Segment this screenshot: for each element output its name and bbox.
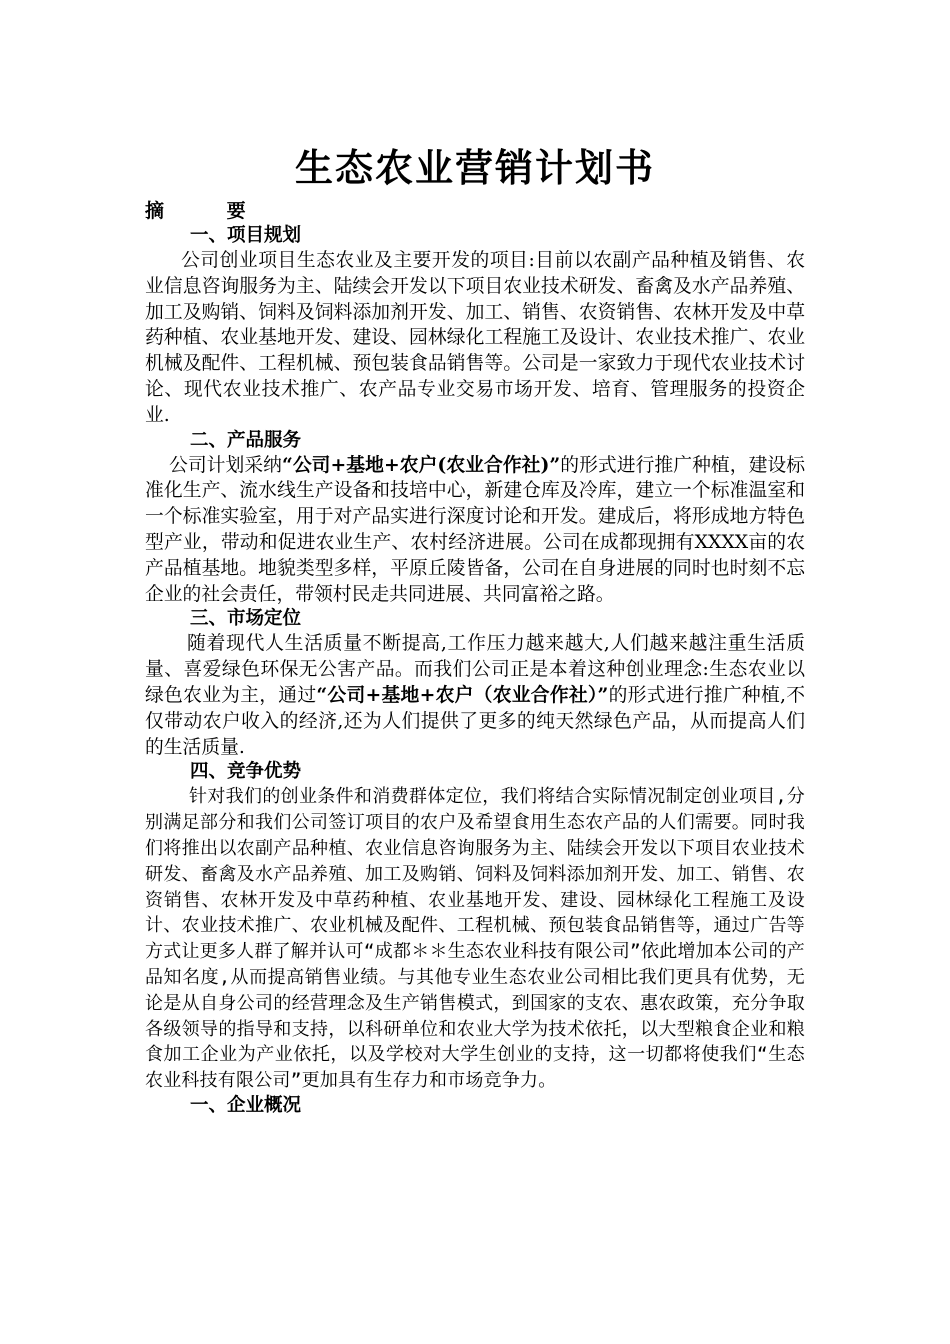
paragraph-product-service: [145, 453, 805, 608]
section-heading-product-service: 二、产品服务: [190, 429, 302, 451]
document-title: 生态农业营销计划书: [294, 145, 655, 190]
paragraph-market-positioning: [145, 631, 805, 760]
paragraph-text: 的形式进行推广种植,不仅带动农户收入的经济,还为人们提供了更多的纯天然绿色产品，从而提高人们的生活质量.: [145, 684, 806, 758]
paragraph-text: 的形式进行推广种植，建设标准化生产、流水线生产设备和技培中心，新建仓库及冷库，建立一个标准温室和一个标准实验室，用于对产品实进行深度讨论和开发。建成后，将形成地方特色型产业，带动和促进农业生产、农村经济进展。公司在成都现拥有XXXX亩的农产品植基地。地貌类型多样，平原丘陵皆备，公司在自身进展的同时也时刻不忘企业的社会责任，带领村民走共同进展、共同富裕之路。: [145, 454, 806, 605]
paragraph-competitive-advantage: 针对我们的创业条件和消费群体定位，我们将结合实际情况制定创业项目,分别满足部分和我们公司签订项目的农户及希望食用生态农产品的人们需要。同时我们将推出以农副产品种植、农业信息咨询服务为主、陆续会开发以下项目农业技术研发、畜禽及水产品养殖、加工及购销、饲料及饲料添加剂开发、加工、销售、农资销售、农林开发及中草药种植、农业基地开发、建设、园林绿化工程施工及设计、农业技术推广、农业机械及配件、工程机械、预包装食品销售等，通过广告等方式让更多人群了解并认可“成都＊＊生态农业科技有限公司”依此增加本公司的产品知名度,从而提高销售业绩。与其他专业生态农业公司相比我们更具有优势，无论是从自身公司的经营理念及生产销售模式，到国家的支农、惠农政策，充分争取各级领导的指导和支持，以科研单位和农业大学为技术依托，以大型粮食企业和粮食加工企业为产业依托，以及学校对大学生创业的支持，这一切都将使我们“生态农业科技有限公司”更加具有生存力和市场竞争力。: [145, 786, 805, 1092]
section-heading-market-positioning: 三、市场定位: [190, 608, 302, 630]
section-heading-company-overview: 一、企业概况: [190, 1094, 302, 1116]
paragraph-project-planning: 公司创业项目生态农业及主要开发的项目:目前以农副产品种植及销售、农业信息咨询服务为主、陆续会开发以下项目农业技术研发、畜禽及水产品养殖、加工及购销、饲料及饲料添加剂开发、加工、销售、农资销售、农林开发及中草药种植、农业基地开发、建设、园林绿化工程施工及设计、农业技术推广、农业机械及配件、工程机械、预包装食品销售等。公司是一家致力于现代农业技术讨论、现代农业技术推广、农产品专业交易市场开发、培育、管理服务的投资企业.: [145, 250, 805, 426]
document-body: [145, 224, 805, 1118]
section-heading-competitive-advantage: 四、竞争优势: [190, 761, 302, 783]
emphasis-text: “公司+基地+农户(农业合作社)”: [282, 453, 561, 476]
abstract-heading: 摘 要: [145, 200, 274, 222]
paragraph-text: 公司计划采纳: [169, 454, 282, 476]
emphasis-text: “公司+基地+农户（农业合作社）”: [316, 683, 609, 706]
section-heading-project-planning: 一、项目规划: [190, 225, 302, 246]
paragraph-text: 随着现代人生活质量不断提高,工作压力越来越大,人们越来越注重生活质量、喜爱绿色环保无公害产品。而我们公司正是本着这种创业理念:生态农业以绿色农业为主，通过: [145, 633, 805, 706]
